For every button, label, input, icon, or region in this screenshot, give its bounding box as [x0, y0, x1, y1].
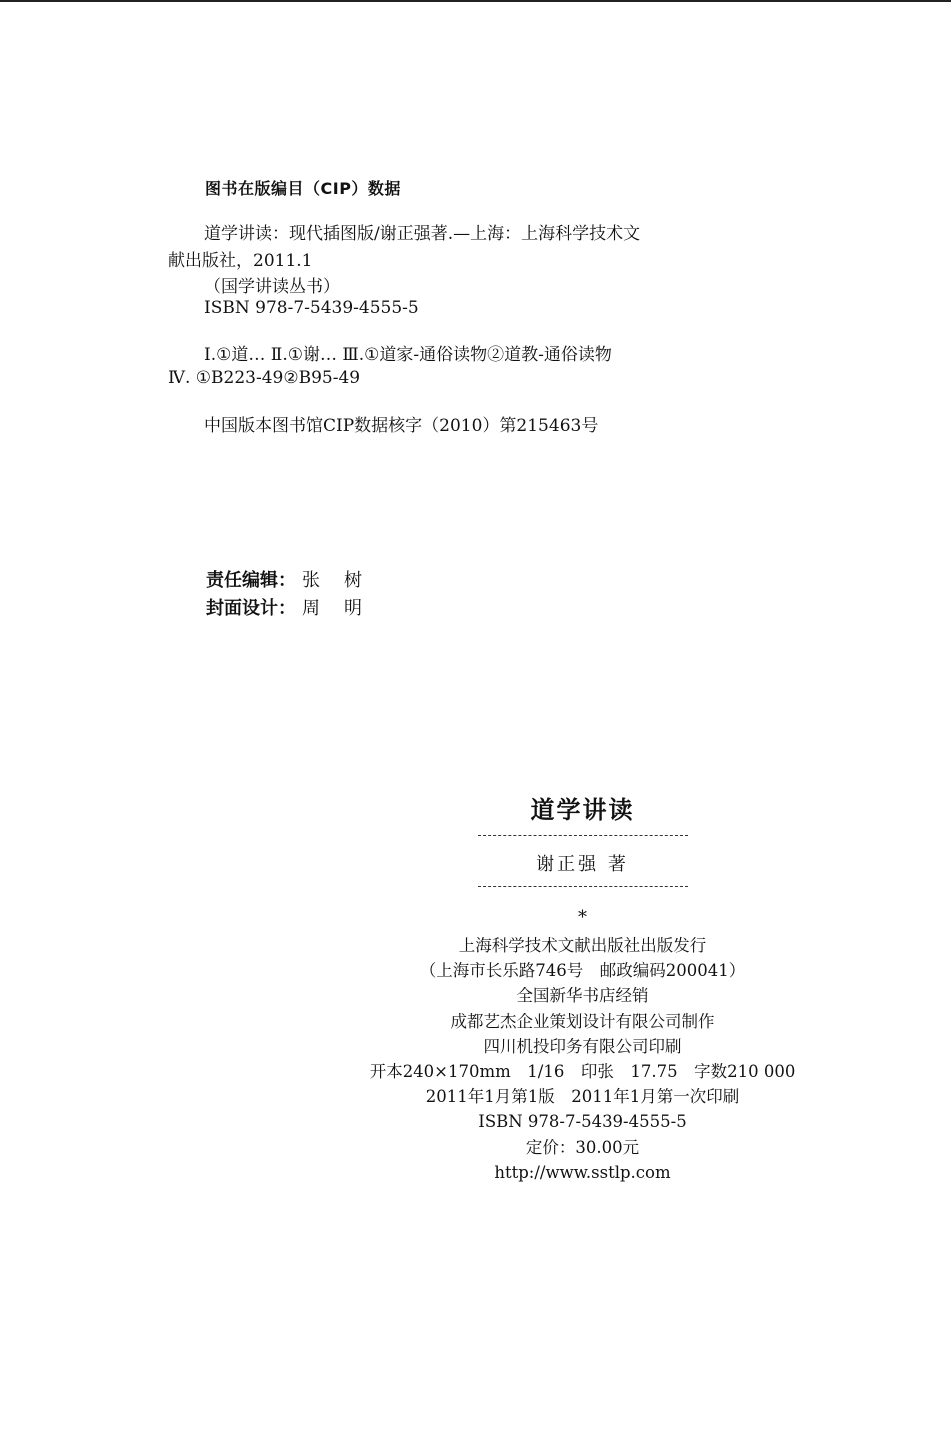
- cip-heading: 图书在版编目（CIP）数据: [205, 179, 401, 198]
- cip-line-2: 献出版社，2011.1: [168, 251, 313, 271]
- colophon: [360, 790, 805, 1185]
- dashed-divider-bottom: [478, 886, 688, 887]
- book-author: 谢正强 著: [536, 854, 629, 875]
- designer-label: 封面设计：: [206, 598, 296, 619]
- editor-line: [206, 566, 386, 592]
- cip-line-1: 道学讲读：现代插图版/谢正强著.—上海：上海科学技术文: [204, 224, 641, 244]
- cip-classification-2: Ⅳ. ①B223-49②B95-49: [168, 368, 361, 388]
- dashed-divider-top: [478, 835, 688, 836]
- distributor-line: 全国新华书店经销: [516, 986, 649, 1006]
- website-link[interactable]: http://www.sstlp.com: [494, 1162, 671, 1182]
- editor-label: 责任编辑：: [206, 570, 296, 591]
- publisher-line: 上海科学技术文献出版社出版发行: [458, 936, 707, 955]
- editor-name: 张树: [302, 570, 386, 591]
- publisher-address: （上海市长乐路746号 邮政编码200041）: [419, 961, 746, 981]
- producer-line: 成都艺杰企业策划设计有限公司制作: [450, 1011, 715, 1031]
- designer-line: [206, 594, 386, 620]
- price-line: 定价：30.00元: [525, 1137, 640, 1157]
- scan-top-border: [0, 0, 951, 2]
- designer-name: 周明: [302, 598, 386, 619]
- cip-line-3: （国学讲读丛书）: [204, 277, 340, 297]
- format-line: 开本240×170mm 1/16 印张 17.75 字数210 000: [369, 1062, 796, 1082]
- cip-record-number: 中国版本图书馆CIP数据核字（2010）第215463号: [204, 416, 599, 436]
- cip-isbn: ISBN 978-7-5439-4555-5: [204, 298, 419, 318]
- edition-line: 2011年1月第1版 2011年1月第一次印刷: [425, 1087, 740, 1107]
- colophon-isbn: ISBN 978-7-5439-4555-5: [478, 1112, 687, 1132]
- star-separator: *: [578, 907, 587, 928]
- printer-line: 四川机投印务有限公司印刷: [483, 1036, 682, 1056]
- book-title: 道学讲读: [530, 796, 635, 824]
- cip-classification-1: Ⅰ.①道… Ⅱ.①谢… Ⅲ.①道家-通俗读物②道教-通俗读物: [204, 345, 612, 365]
